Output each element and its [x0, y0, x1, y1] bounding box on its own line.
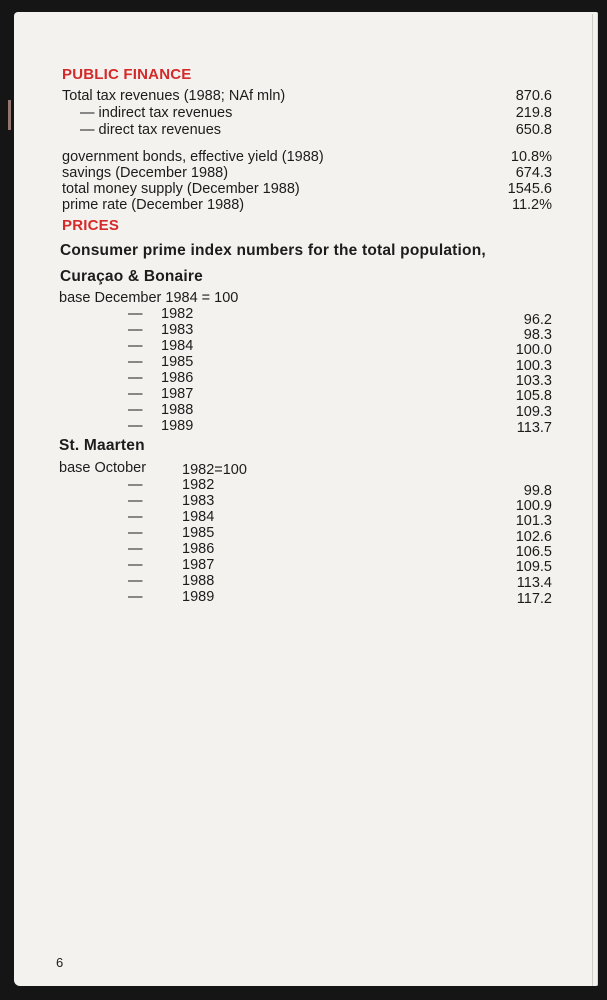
index-value: 106.5: [515, 544, 552, 560]
dash: —: [128, 322, 143, 338]
st-maarten-row: [62, 573, 552, 589]
curacao-row: [62, 338, 552, 358]
row-value: 650.8: [515, 122, 552, 138]
index-value: 103.3: [515, 373, 552, 389]
year: 1984: [182, 509, 215, 525]
curacao-row: [62, 402, 552, 418]
row-label: total money supply (December 1988): [62, 181, 300, 197]
prices-heading: Consumer prime index numbers for the total population,: [60, 242, 486, 259]
index-value: 113.4: [516, 575, 552, 591]
dash: —: [128, 557, 143, 573]
year: 1989: [161, 418, 194, 434]
year: 1989: [182, 589, 215, 605]
row-value: 870.6: [515, 88, 552, 104]
index-value: 102.6: [515, 529, 552, 545]
year: 1988: [161, 402, 194, 418]
index-value: 100.3: [515, 358, 552, 374]
index-value: 105.8: [515, 388, 552, 404]
st-maarten-row: [62, 477, 552, 499]
finance-row: [62, 122, 552, 138]
index-value: 113.7: [516, 420, 552, 436]
st-maarten-base-value: 1982=100: [182, 462, 247, 478]
row-label: prime rate (December 1988): [62, 197, 245, 213]
curacao-row: [62, 306, 552, 328]
year: 1987: [161, 386, 194, 402]
st-maarten-title: St. Maarten: [59, 437, 145, 454]
dash: —: [128, 541, 143, 557]
st-maarten-row: [62, 541, 552, 560]
curacao-row: [62, 354, 552, 374]
row-label: — indirect tax revenues: [80, 105, 233, 121]
dash: —: [128, 338, 143, 354]
dash: —: [128, 525, 143, 541]
st-maarten-row: [62, 557, 552, 573]
index-value: 100.9: [515, 498, 552, 514]
dash: —: [128, 306, 143, 322]
year: 1982: [161, 306, 194, 322]
year: 1988: [182, 573, 215, 589]
index-value: 109.5: [515, 559, 552, 575]
index-value: 101.3: [515, 513, 552, 529]
curacao-row: [62, 370, 552, 389]
row-label: — direct tax revenues: [80, 122, 222, 138]
dash: —: [128, 386, 143, 402]
year: 1985: [182, 525, 215, 541]
st-maarten-row: [62, 493, 552, 514]
finance-row: [62, 197, 552, 213]
year: 1983: [182, 493, 215, 509]
index-value: 96.2: [523, 312, 552, 328]
year: 1983: [161, 322, 194, 338]
index-value: 98.3: [523, 327, 552, 343]
dash: —: [128, 493, 143, 509]
curacao-row: [62, 386, 552, 402]
section-title-public-finance: PUBLIC FINANCE: [62, 66, 192, 83]
year: 1986: [161, 370, 194, 386]
dash: —: [128, 418, 143, 434]
section-title-prices: PRICES: [62, 217, 120, 234]
dash: —: [128, 354, 143, 370]
row-value: 10.8%: [510, 149, 552, 165]
finance-row: [62, 165, 552, 181]
finance-row: [62, 105, 552, 121]
row-value: 11.2%: [511, 197, 552, 213]
curacao-row: [62, 322, 552, 343]
dash: —: [128, 370, 143, 386]
row-value: 674.3: [515, 165, 552, 181]
row-value: 1545.6: [507, 181, 552, 197]
year: 1986: [182, 541, 215, 557]
curacao-base: base December 1984 = 100: [59, 290, 239, 306]
page-number: 6: [56, 955, 64, 970]
index-value: 100.0: [515, 342, 552, 358]
row-label: Total tax revenues (1988; NAf mln): [62, 88, 286, 104]
finance-row: [62, 181, 552, 197]
year: 1985: [161, 354, 194, 370]
curacao-row: [62, 418, 552, 434]
dash: —: [128, 509, 143, 525]
dash: —: [128, 573, 143, 589]
year: 1984: [161, 338, 194, 354]
dash: —: [128, 477, 143, 493]
st-maarten-row: [62, 525, 552, 545]
edge-mark: [8, 100, 11, 130]
row-value: 219.8: [515, 105, 552, 121]
dash: —: [128, 589, 143, 605]
finance-row: [62, 88, 552, 104]
curacao-title: Curaçao & Bonaire: [60, 268, 203, 285]
year: 1982: [182, 477, 215, 493]
index-value: 117.2: [516, 591, 552, 607]
dash: —: [128, 402, 143, 418]
st-maarten-row: [62, 509, 552, 529]
index-value: 99.8: [523, 483, 552, 499]
year: 1987: [182, 557, 215, 573]
row-label: savings (December 1988): [62, 165, 229, 181]
st-maarten-base-label: base October: [59, 460, 147, 476]
index-value: 109.3: [515, 404, 552, 420]
finance-row: [62, 149, 552, 165]
row-label: government bonds, effective yield (1988): [62, 149, 324, 165]
st-maarten-row: [62, 589, 552, 605]
page-edge: [592, 14, 593, 986]
